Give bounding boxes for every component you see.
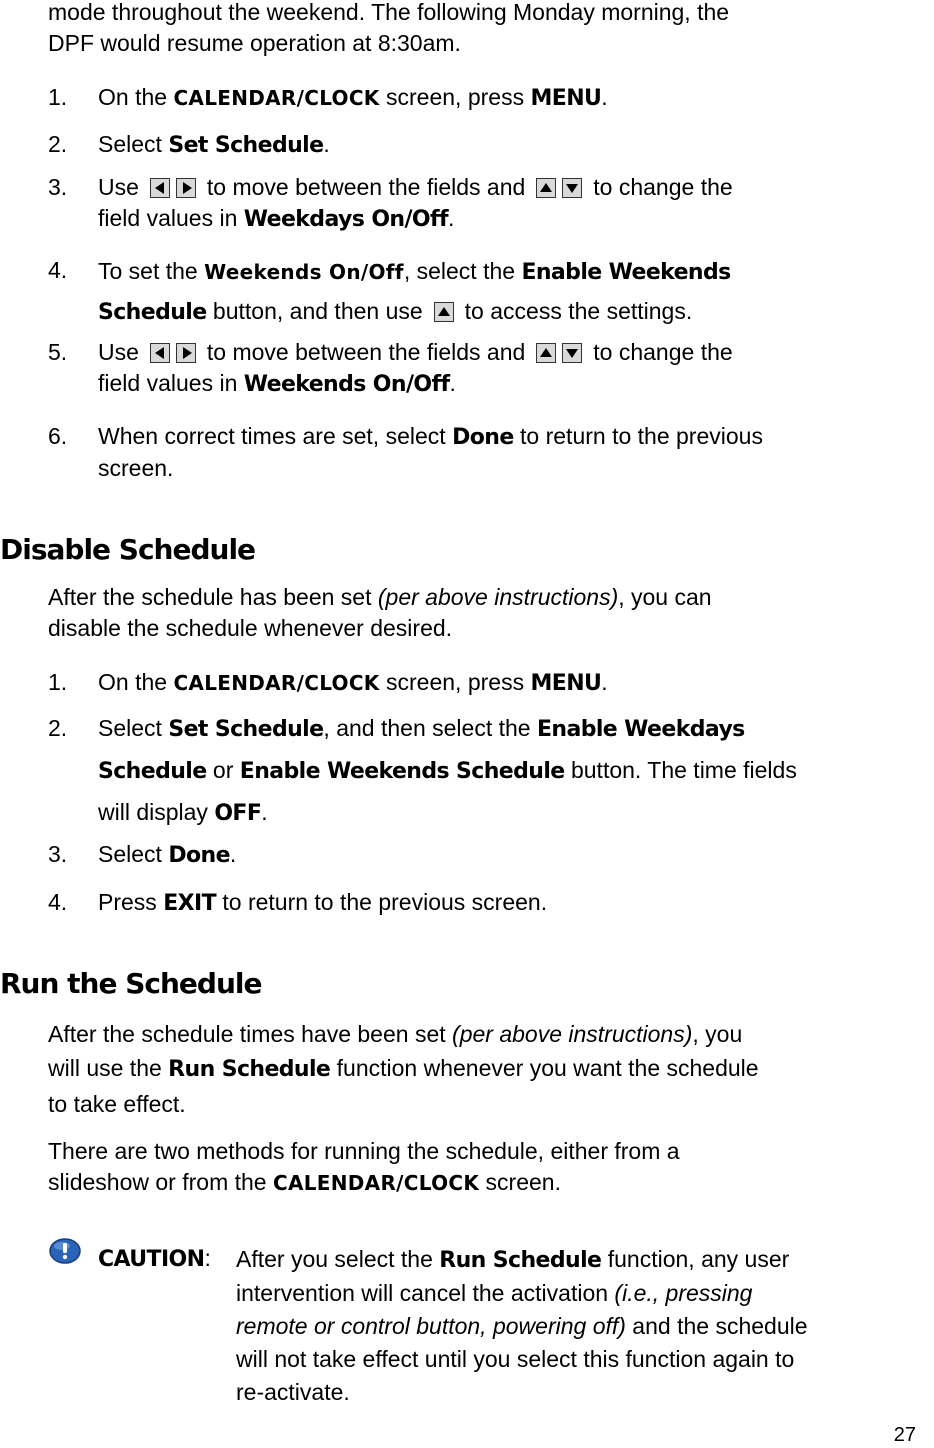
down-arrow-icon: [562, 178, 582, 198]
page-number: 27: [893, 1424, 916, 1446]
down-arrow-icon: [562, 343, 582, 363]
caution-text: After you select the Run Schedule function, any user intervention will cancel the activation (i.e., pressing remote or control button, powering off) and the schedule will not take effect until you select this function again to re-activate.: [236, 1246, 808, 1405]
heading-disable-schedule: Disable Schedule: [0, 533, 256, 566]
left-arrow-icon: [150, 343, 170, 363]
run-paragraph-1: After the schedule times have been set (per above instructions), you will use the Run Schedule function whenever you want the schedule to take effect.: [48, 1021, 759, 1117]
caution-icon: [48, 1236, 82, 1264]
up-arrow-icon: [536, 343, 556, 363]
intro-line-1: mode throughout the weekend. The following Monday morning, the: [48, 0, 730, 25]
right-arrow-icon: [176, 178, 196, 198]
heading-run-schedule: Run the Schedule: [0, 967, 262, 1000]
disable-paragraph: After the schedule has been set (per above instructions), you can disable the schedule whenever desired.: [48, 584, 712, 641]
run-paragraph-2: There are two methods for running the schedule, either from a slideshow or from the CALENDAR/CLOCK screen.: [48, 1138, 680, 1195]
caution-label: CAUTION:: [98, 1245, 211, 1272]
left-arrow-icon: [150, 178, 170, 198]
up-arrow-icon: [536, 178, 556, 198]
intro-paragraph: [48, 0, 908, 59]
right-arrow-icon: [176, 343, 196, 363]
intro-line-2: DPF would resume operation at 8:30am.: [48, 30, 461, 56]
up-arrow-icon: [434, 302, 454, 322]
